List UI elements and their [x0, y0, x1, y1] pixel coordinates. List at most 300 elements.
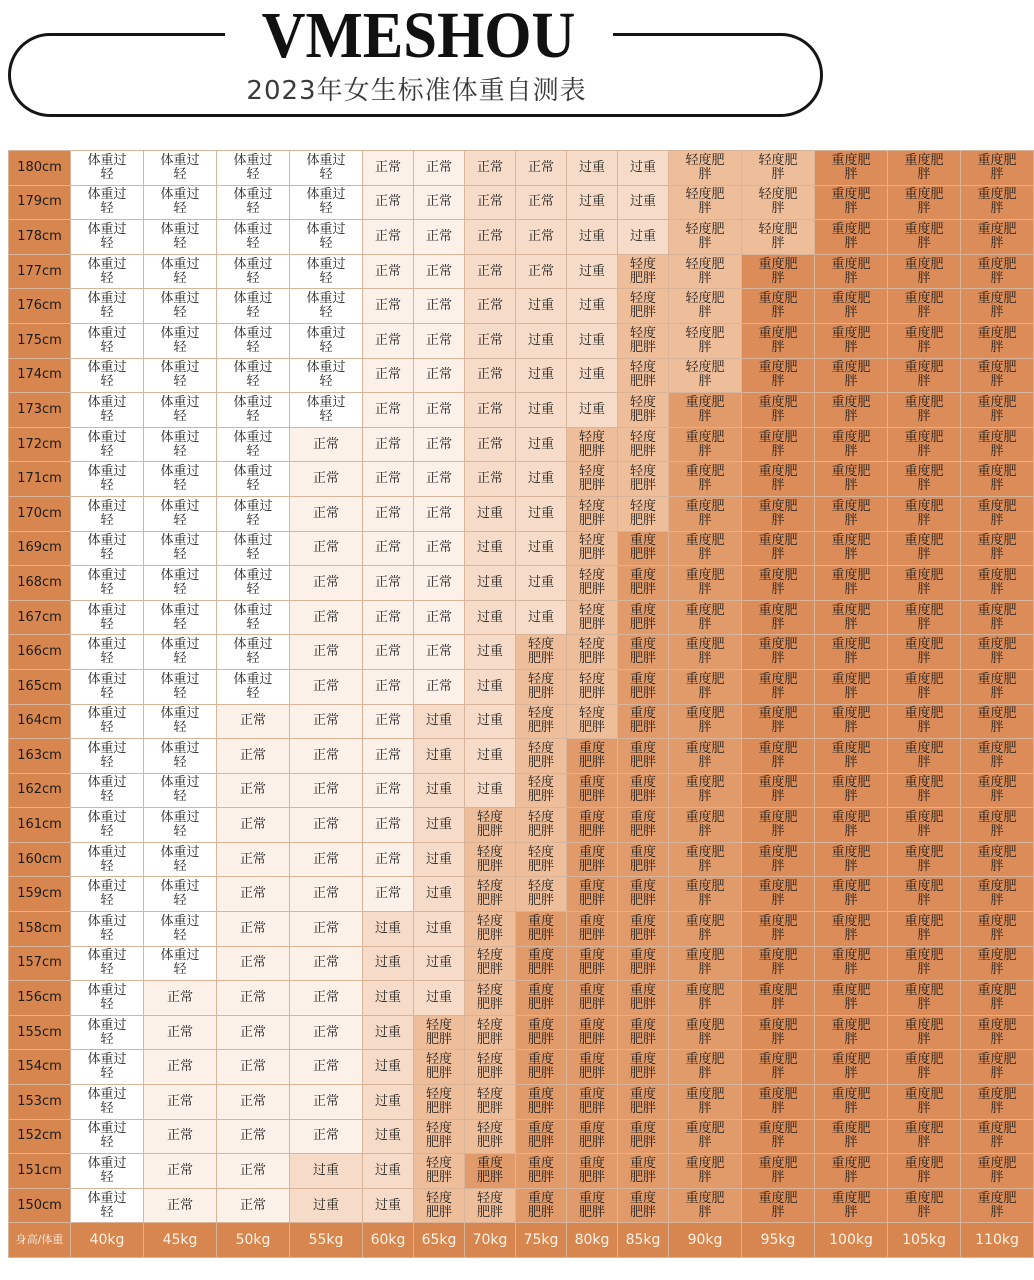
- category-cell-mild-obese: 轻度肥胖: [567, 704, 618, 739]
- category-cell-severe-obese: 重度肥胖: [742, 704, 815, 739]
- category-cell-severe-obese: 重度肥胖: [618, 877, 669, 912]
- category-cell-severe-obese: 重度肥胖: [567, 842, 618, 877]
- category-cell-underweight: 体重过轻: [71, 981, 144, 1016]
- category-cell-severe-obese: 重度肥胖: [618, 531, 669, 566]
- category-cell-severe-obese: 重度肥胖: [961, 496, 1034, 531]
- category-cell-underweight: 体重过轻: [144, 842, 217, 877]
- category-cell-normal: 正常: [290, 1015, 363, 1050]
- category-cell-severe-obese: 重度肥胖: [961, 566, 1034, 601]
- weight-label: 95kg: [742, 1223, 815, 1258]
- weight-label: 55kg: [290, 1223, 363, 1258]
- category-cell-severe-obese: 重度肥胖: [961, 358, 1034, 393]
- category-cell-severe-obese: 重度肥胖: [815, 151, 888, 186]
- table-row: [9, 289, 1034, 324]
- category-cell-severe-obese: 重度肥胖: [742, 946, 815, 981]
- category-cell-underweight: 体重过轻: [217, 669, 290, 704]
- category-cell-normal: 正常: [290, 600, 363, 635]
- height-label: 172cm: [9, 427, 71, 462]
- category-cell-normal: 正常: [363, 531, 414, 566]
- corner-label: 身高/体重: [9, 1223, 71, 1258]
- category-cell-mild-obese: 轻度肥胖: [567, 496, 618, 531]
- height-label: 170cm: [9, 496, 71, 531]
- height-label: 169cm: [9, 531, 71, 566]
- category-cell-normal: 正常: [516, 220, 567, 255]
- category-cell-overweight: 过重: [465, 669, 516, 704]
- category-cell-normal: 正常: [414, 151, 465, 186]
- category-cell-mild-obese: 轻度肥胖: [516, 669, 567, 704]
- category-cell-underweight: 体重过轻: [290, 254, 363, 289]
- category-cell-overweight: 过重: [465, 566, 516, 601]
- category-cell-overweight: 过重: [465, 531, 516, 566]
- category-cell-mild-obese: 轻度肥胖: [465, 808, 516, 843]
- category-cell-severe-obese: 重度肥胖: [961, 1154, 1034, 1189]
- category-cell-underweight: 体重过轻: [144, 773, 217, 808]
- category-cell-severe-obese: 重度肥胖: [961, 531, 1034, 566]
- table-row: [9, 1085, 1034, 1120]
- category-cell-severe-obese: 重度肥胖: [961, 1015, 1034, 1050]
- category-cell-normal: 正常: [217, 1015, 290, 1050]
- category-cell-underweight: 体重过轻: [290, 393, 363, 428]
- category-cell-severe-obese: 重度肥胖: [618, 669, 669, 704]
- category-cell-underweight: 体重过轻: [144, 323, 217, 358]
- category-cell-normal: 正常: [290, 704, 363, 739]
- category-cell-overweight: 过重: [363, 1154, 414, 1189]
- category-cell-severe-obese: 重度肥胖: [815, 496, 888, 531]
- table-row: [9, 254, 1034, 289]
- category-cell-underweight: 体重过轻: [144, 358, 217, 393]
- category-cell-severe-obese: 重度肥胖: [516, 1119, 567, 1154]
- category-cell-overweight: 过重: [414, 704, 465, 739]
- table-row: [9, 531, 1034, 566]
- table-row: [9, 1154, 1034, 1189]
- category-cell-severe-obese: 重度肥胖: [888, 220, 961, 255]
- category-cell-underweight: 体重过轻: [71, 393, 144, 428]
- category-cell-severe-obese: 重度肥胖: [669, 600, 742, 635]
- table-row: [9, 323, 1034, 358]
- category-cell-underweight: 体重过轻: [71, 600, 144, 635]
- category-cell-severe-obese: 重度肥胖: [961, 393, 1034, 428]
- category-cell-overweight: 过重: [465, 773, 516, 808]
- weight-label: 85kg: [618, 1223, 669, 1258]
- category-cell-underweight: 体重过轻: [144, 600, 217, 635]
- category-cell-severe-obese: 重度肥胖: [888, 185, 961, 220]
- weight-label: 105kg: [888, 1223, 961, 1258]
- category-cell-normal: 正常: [217, 1050, 290, 1085]
- category-cell-severe-obese: 重度肥胖: [516, 1085, 567, 1120]
- category-cell-severe-obese: 重度肥胖: [888, 704, 961, 739]
- category-cell-mild-obese: 轻度肥胖: [465, 912, 516, 947]
- category-cell-severe-obese: 重度肥胖: [669, 877, 742, 912]
- table-row: [9, 1119, 1034, 1154]
- category-cell-underweight: 体重过轻: [290, 220, 363, 255]
- category-cell-severe-obese: 重度肥胖: [669, 1119, 742, 1154]
- category-cell-severe-obese: 重度肥胖: [815, 704, 888, 739]
- category-cell-normal: 正常: [414, 635, 465, 670]
- category-cell-mild-obese: 轻度肥胖: [465, 1188, 516, 1223]
- category-cell-underweight: 体重过轻: [144, 289, 217, 324]
- category-cell-severe-obese: 重度肥胖: [618, 566, 669, 601]
- category-cell-underweight: 体重过轻: [71, 531, 144, 566]
- category-cell-mild-obese: 轻度肥胖: [567, 566, 618, 601]
- category-cell-mild-obese: 轻度肥胖: [742, 151, 815, 186]
- category-cell-normal: 正常: [144, 1085, 217, 1120]
- category-cell-severe-obese: 重度肥胖: [669, 981, 742, 1016]
- category-cell-normal: 正常: [363, 704, 414, 739]
- category-cell-severe-obese: 重度肥胖: [961, 842, 1034, 877]
- category-cell-normal: 正常: [217, 1188, 290, 1223]
- category-cell-overweight: 过重: [363, 1188, 414, 1223]
- height-label: 164cm: [9, 704, 71, 739]
- category-cell-severe-obese: 重度肥胖: [888, 427, 961, 462]
- category-cell-mild-obese: 轻度肥胖: [742, 185, 815, 220]
- table-body: [9, 151, 1034, 1258]
- category-cell-severe-obese: 重度肥胖: [742, 496, 815, 531]
- category-cell-severe-obese: 重度肥胖: [815, 358, 888, 393]
- table-row: [9, 427, 1034, 462]
- category-cell-severe-obese: 重度肥胖: [618, 1154, 669, 1189]
- category-cell-normal: 正常: [363, 151, 414, 186]
- weight-label: 70kg: [465, 1223, 516, 1258]
- category-cell-normal: 正常: [290, 566, 363, 601]
- category-cell-severe-obese: 重度肥胖: [888, 1188, 961, 1223]
- category-cell-normal: 正常: [363, 877, 414, 912]
- category-cell-severe-obese: 重度肥胖: [618, 1050, 669, 1085]
- category-cell-mild-obese: 轻度肥胖: [516, 773, 567, 808]
- height-label: 173cm: [9, 393, 71, 428]
- category-cell-underweight: 体重过轻: [71, 912, 144, 947]
- category-cell-mild-obese: 轻度肥胖: [414, 1050, 465, 1085]
- page-subtitle: 2023年女生标准体重自测表: [246, 76, 587, 106]
- category-cell-mild-obese: 轻度肥胖: [669, 358, 742, 393]
- category-cell-underweight: 体重过轻: [290, 151, 363, 186]
- category-cell-severe-obese: 重度肥胖: [742, 739, 815, 774]
- category-cell-overweight: 过重: [414, 981, 465, 1016]
- category-cell-mild-obese: 轻度肥胖: [618, 289, 669, 324]
- category-cell-severe-obese: 重度肥胖: [961, 739, 1034, 774]
- category-cell-severe-obese: 重度肥胖: [567, 946, 618, 981]
- category-cell-severe-obese: 重度肥胖: [516, 1015, 567, 1050]
- category-cell-mild-obese: 轻度肥胖: [414, 1154, 465, 1189]
- category-cell-overweight: 过重: [363, 1015, 414, 1050]
- category-cell-normal: 正常: [465, 185, 516, 220]
- category-cell-normal: 正常: [414, 531, 465, 566]
- category-cell-underweight: 体重过轻: [217, 393, 290, 428]
- category-cell-normal: 正常: [465, 220, 516, 255]
- category-cell-mild-obese: 轻度肥胖: [669, 185, 742, 220]
- category-cell-mild-obese: 轻度肥胖: [669, 289, 742, 324]
- category-cell-normal: 正常: [465, 323, 516, 358]
- category-cell-overweight: 过重: [618, 220, 669, 255]
- category-cell-normal: 正常: [363, 566, 414, 601]
- category-cell-overweight: 过重: [363, 912, 414, 947]
- height-label: 150cm: [9, 1188, 71, 1223]
- category-cell-underweight: 体重过轻: [144, 427, 217, 462]
- category-cell-underweight: 体重过轻: [144, 566, 217, 601]
- category-cell-severe-obese: 重度肥胖: [742, 773, 815, 808]
- category-cell-severe-obese: 重度肥胖: [742, 358, 815, 393]
- category-cell-severe-obese: 重度肥胖: [961, 1188, 1034, 1223]
- height-label: 163cm: [9, 739, 71, 774]
- category-cell-severe-obese: 重度肥胖: [567, 1015, 618, 1050]
- weight-label: 65kg: [414, 1223, 465, 1258]
- category-cell-severe-obese: 重度肥胖: [669, 393, 742, 428]
- category-cell-overweight: 过重: [414, 912, 465, 947]
- category-cell-severe-obese: 重度肥胖: [567, 1085, 618, 1120]
- category-cell-mild-obese: 轻度肥胖: [414, 1085, 465, 1120]
- category-cell-underweight: 体重过轻: [71, 808, 144, 843]
- category-cell-severe-obese: 重度肥胖: [888, 462, 961, 497]
- height-label: 157cm: [9, 946, 71, 981]
- category-cell-mild-obese: 轻度肥胖: [414, 1188, 465, 1223]
- category-cell-severe-obese: 重度肥胖: [961, 1119, 1034, 1154]
- category-cell-normal: 正常: [217, 877, 290, 912]
- category-cell-severe-obese: 重度肥胖: [669, 704, 742, 739]
- category-cell-severe-obese: 重度肥胖: [961, 151, 1034, 186]
- category-cell-normal: 正常: [217, 773, 290, 808]
- category-cell-normal: 正常: [290, 808, 363, 843]
- table-row: [9, 1050, 1034, 1085]
- category-cell-overweight: 过重: [414, 739, 465, 774]
- table-row: [9, 151, 1034, 186]
- height-label: 151cm: [9, 1154, 71, 1189]
- category-cell-normal: 正常: [363, 323, 414, 358]
- category-cell-overweight: 过重: [363, 1050, 414, 1085]
- category-cell-severe-obese: 重度肥胖: [815, 1188, 888, 1223]
- table-row: [9, 496, 1034, 531]
- category-cell-severe-obese: 重度肥胖: [961, 1050, 1034, 1085]
- category-cell-underweight: 体重过轻: [71, 427, 144, 462]
- category-cell-underweight: 体重过轻: [217, 289, 290, 324]
- category-cell-severe-obese: 重度肥胖: [618, 912, 669, 947]
- weight-label: 60kg: [363, 1223, 414, 1258]
- category-cell-normal: 正常: [144, 1119, 217, 1154]
- category-cell-severe-obese: 重度肥胖: [815, 669, 888, 704]
- category-cell-normal: 正常: [217, 1154, 290, 1189]
- category-cell-normal: 正常: [144, 1188, 217, 1223]
- table-row: [9, 635, 1034, 670]
- category-cell-severe-obese: 重度肥胖: [618, 1085, 669, 1120]
- category-cell-mild-obese: 轻度肥胖: [618, 254, 669, 289]
- category-cell-underweight: 体重过轻: [71, 669, 144, 704]
- category-cell-normal: 正常: [290, 877, 363, 912]
- category-cell-overweight: 过重: [465, 704, 516, 739]
- category-cell-severe-obese: 重度肥胖: [888, 600, 961, 635]
- category-cell-severe-obese: 重度肥胖: [888, 877, 961, 912]
- category-cell-normal: 正常: [290, 496, 363, 531]
- category-cell-severe-obese: 重度肥胖: [888, 254, 961, 289]
- weight-table-wrap: [8, 150, 1019, 1258]
- category-cell-mild-obese: 轻度肥胖: [567, 635, 618, 670]
- category-cell-severe-obese: 重度肥胖: [465, 1154, 516, 1189]
- category-cell-normal: 正常: [363, 842, 414, 877]
- category-cell-severe-obese: 重度肥胖: [888, 739, 961, 774]
- category-cell-normal: 正常: [414, 393, 465, 428]
- category-cell-severe-obese: 重度肥胖: [961, 185, 1034, 220]
- category-cell-underweight: 体重过轻: [71, 1085, 144, 1120]
- height-label: 177cm: [9, 254, 71, 289]
- category-cell-overweight: 过重: [567, 185, 618, 220]
- height-label: 171cm: [9, 462, 71, 497]
- table-row: [9, 393, 1034, 428]
- category-cell-underweight: 体重过轻: [290, 289, 363, 324]
- height-label: 160cm: [9, 842, 71, 877]
- category-cell-severe-obese: 重度肥胖: [516, 946, 567, 981]
- category-cell-severe-obese: 重度肥胖: [961, 808, 1034, 843]
- category-cell-normal: 正常: [290, 635, 363, 670]
- category-cell-severe-obese: 重度肥胖: [888, 289, 961, 324]
- category-cell-severe-obese: 重度肥胖: [669, 1015, 742, 1050]
- table-row: [9, 600, 1034, 635]
- category-cell-normal: 正常: [217, 1119, 290, 1154]
- category-cell-severe-obese: 重度肥胖: [815, 185, 888, 220]
- category-cell-severe-obese: 重度肥胖: [888, 1050, 961, 1085]
- category-cell-severe-obese: 重度肥胖: [742, 1188, 815, 1223]
- category-cell-severe-obese: 重度肥胖: [742, 1085, 815, 1120]
- height-label: 174cm: [9, 358, 71, 393]
- category-cell-underweight: 体重过轻: [290, 358, 363, 393]
- category-cell-normal: 正常: [363, 185, 414, 220]
- category-cell-severe-obese: 重度肥胖: [888, 635, 961, 670]
- category-cell-underweight: 体重过轻: [71, 946, 144, 981]
- category-cell-normal: 正常: [144, 1050, 217, 1085]
- category-cell-normal: 正常: [414, 462, 465, 497]
- category-cell-severe-obese: 重度肥胖: [742, 981, 815, 1016]
- category-cell-severe-obese: 重度肥胖: [742, 1119, 815, 1154]
- table-row: [9, 981, 1034, 1016]
- category-cell-severe-obese: 重度肥胖: [815, 254, 888, 289]
- category-cell-severe-obese: 重度肥胖: [742, 1015, 815, 1050]
- category-cell-underweight: 体重过轻: [144, 912, 217, 947]
- table-row: [9, 1188, 1034, 1223]
- category-cell-severe-obese: 重度肥胖: [567, 912, 618, 947]
- category-cell-severe-obese: 重度肥胖: [669, 566, 742, 601]
- height-label: 154cm: [9, 1050, 71, 1085]
- category-cell-severe-obese: 重度肥胖: [815, 393, 888, 428]
- category-cell-severe-obese: 重度肥胖: [742, 323, 815, 358]
- weight-label: 110kg: [961, 1223, 1034, 1258]
- category-cell-underweight: 体重过轻: [217, 254, 290, 289]
- category-cell-severe-obese: 重度肥胖: [742, 393, 815, 428]
- category-cell-severe-obese: 重度肥胖: [961, 220, 1034, 255]
- category-cell-underweight: 体重过轻: [217, 323, 290, 358]
- category-cell-underweight: 体重过轻: [71, 254, 144, 289]
- category-cell-severe-obese: 重度肥胖: [567, 1050, 618, 1085]
- table-row: [9, 912, 1034, 947]
- height-label: 158cm: [9, 912, 71, 947]
- category-cell-severe-obese: 重度肥胖: [961, 1085, 1034, 1120]
- category-cell-underweight: 体重过轻: [144, 393, 217, 428]
- category-cell-overweight: 过重: [516, 289, 567, 324]
- category-cell-severe-obese: 重度肥胖: [888, 358, 961, 393]
- category-cell-underweight: 体重过轻: [71, 739, 144, 774]
- category-cell-normal: 正常: [363, 427, 414, 462]
- category-cell-severe-obese: 重度肥胖: [669, 1085, 742, 1120]
- category-cell-normal: 正常: [217, 946, 290, 981]
- table-row: [9, 808, 1034, 843]
- category-cell-severe-obese: 重度肥胖: [815, 220, 888, 255]
- category-cell-normal: 正常: [144, 1154, 217, 1189]
- category-cell-mild-obese: 轻度肥胖: [465, 946, 516, 981]
- category-cell-mild-obese: 轻度肥胖: [516, 704, 567, 739]
- category-cell-overweight: 过重: [516, 462, 567, 497]
- category-cell-normal: 正常: [414, 220, 465, 255]
- category-cell-severe-obese: 重度肥胖: [618, 704, 669, 739]
- category-cell-overweight: 过重: [363, 946, 414, 981]
- table-row: [9, 185, 1034, 220]
- category-cell-severe-obese: 重度肥胖: [742, 669, 815, 704]
- category-cell-normal: 正常: [465, 151, 516, 186]
- category-cell-severe-obese: 重度肥胖: [888, 323, 961, 358]
- category-cell-normal: 正常: [465, 462, 516, 497]
- category-cell-severe-obese: 重度肥胖: [669, 427, 742, 462]
- category-cell-overweight: 过重: [567, 289, 618, 324]
- category-cell-severe-obese: 重度肥胖: [669, 496, 742, 531]
- category-cell-normal: 正常: [363, 462, 414, 497]
- table-row: [9, 739, 1034, 774]
- category-cell-underweight: 体重过轻: [144, 531, 217, 566]
- category-cell-underweight: 体重过轻: [144, 185, 217, 220]
- category-cell-overweight: 过重: [516, 566, 567, 601]
- table-row: [9, 704, 1034, 739]
- category-cell-mild-obese: 轻度肥胖: [465, 842, 516, 877]
- table-row: [9, 773, 1034, 808]
- category-cell-normal: 正常: [516, 185, 567, 220]
- category-cell-severe-obese: 重度肥胖: [961, 254, 1034, 289]
- category-cell-severe-obese: 重度肥胖: [669, 808, 742, 843]
- category-cell-severe-obese: 重度肥胖: [567, 1119, 618, 1154]
- category-cell-severe-obese: 重度肥胖: [669, 946, 742, 981]
- category-cell-severe-obese: 重度肥胖: [888, 808, 961, 843]
- category-cell-mild-obese: 轻度肥胖: [669, 254, 742, 289]
- category-cell-mild-obese: 轻度肥胖: [618, 462, 669, 497]
- category-cell-severe-obese: 重度肥胖: [815, 842, 888, 877]
- category-cell-underweight: 体重过轻: [217, 496, 290, 531]
- category-cell-severe-obese: 重度肥胖: [516, 912, 567, 947]
- category-cell-severe-obese: 重度肥胖: [888, 496, 961, 531]
- category-cell-severe-obese: 重度肥胖: [815, 1119, 888, 1154]
- category-cell-underweight: 体重过轻: [71, 185, 144, 220]
- category-cell-mild-obese: 轻度肥胖: [742, 220, 815, 255]
- category-cell-severe-obese: 重度肥胖: [961, 912, 1034, 947]
- category-cell-normal: 正常: [414, 358, 465, 393]
- category-cell-severe-obese: 重度肥胖: [618, 808, 669, 843]
- category-cell-underweight: 体重过轻: [144, 946, 217, 981]
- category-cell-overweight: 过重: [516, 358, 567, 393]
- height-label: 176cm: [9, 289, 71, 324]
- table-row: [9, 842, 1034, 877]
- category-cell-severe-obese: 重度肥胖: [961, 600, 1034, 635]
- category-cell-severe-obese: 重度肥胖: [888, 1015, 961, 1050]
- category-cell-severe-obese: 重度肥胖: [618, 1188, 669, 1223]
- category-cell-severe-obese: 重度肥胖: [815, 427, 888, 462]
- category-cell-underweight: 体重过轻: [71, 704, 144, 739]
- category-cell-overweight: 过重: [290, 1154, 363, 1189]
- brand-title: VMESHOU: [262, 0, 576, 72]
- category-cell-underweight: 体重过轻: [144, 462, 217, 497]
- category-cell-severe-obese: 重度肥胖: [815, 808, 888, 843]
- category-cell-normal: 正常: [363, 220, 414, 255]
- category-cell-normal: 正常: [465, 254, 516, 289]
- category-cell-severe-obese: 重度肥胖: [567, 739, 618, 774]
- category-cell-severe-obese: 重度肥胖: [742, 289, 815, 324]
- category-cell-underweight: 体重过轻: [71, 1015, 144, 1050]
- category-cell-normal: 正常: [363, 773, 414, 808]
- category-cell-normal: 正常: [290, 946, 363, 981]
- category-cell-severe-obese: 重度肥胖: [516, 1188, 567, 1223]
- category-cell-underweight: 体重过轻: [71, 635, 144, 670]
- category-cell-normal: 正常: [414, 669, 465, 704]
- category-cell-severe-obese: 重度肥胖: [618, 946, 669, 981]
